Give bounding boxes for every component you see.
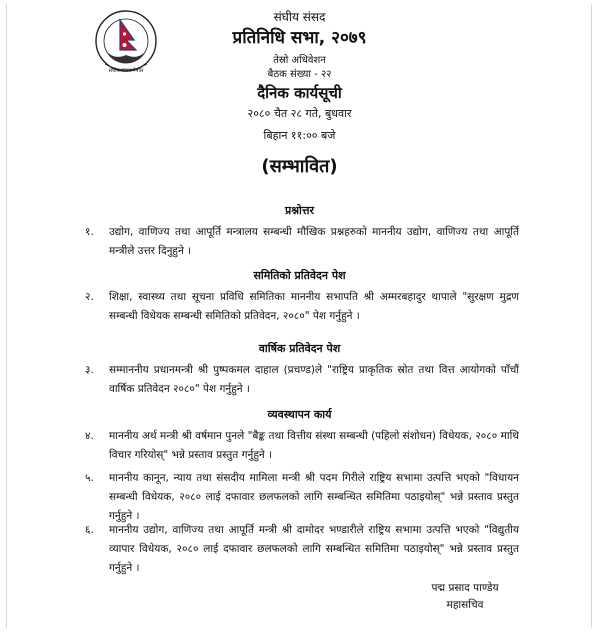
item-text: सम्माननीय प्रधानमन्त्री श्री पुष्पकमल दाहाल (प्रचण्ड)ले "राष्ट्रिय प्राकृतिक स्रोत तथा वित्त आयोगको पाँचौं वार्षिक प्रतिवेदन २०८०" पेश गर्नुहुने । <box>109 364 519 395</box>
section-title-questions: प्रश्नोत्तर <box>285 204 314 217</box>
section-title-legislative-business: व्यवस्थापन कार्य <box>267 408 332 421</box>
section-title-annual-report: वार्षिक प्रतिवेदन पेश <box>258 342 341 355</box>
item-text: माननीय कानून, न्याय तथा संसदीय मामिला मन्त्री श्री पदम गिरीले राष्ट्रिय सभामा उत्पत्ति भएको "विधायन सम्बन्धी विधेयक, २०८० लाई दफावार छलफलको लागि सम्बन्धित समितिमा पठाइयोस्" भन्ने प्रस्ताव प्रस्तुत गर्नुहुने । <box>109 472 519 522</box>
session-label: तेस्रो अधिवेशन <box>273 55 326 66</box>
item-number: ३. <box>85 364 94 376</box>
house-title: प्रतिनिधि सभा, २०७९ <box>232 28 367 48</box>
signatory-name: पद्म प्रसाद पाण्डेय <box>431 582 499 594</box>
item-number: १. <box>85 226 94 238</box>
section-title-committee-report: समितिको प्रतिवेदन पेश <box>253 269 346 282</box>
agenda-date: २०८० चैत २८ गते, बुधवार <box>247 107 352 120</box>
org-name: संघीय संसद <box>273 10 326 24</box>
item-number: ५. <box>85 472 94 484</box>
agenda-title: दैनिक कार्यसूची <box>257 84 342 102</box>
item-text: शिक्षा, स्वास्थ्य तथा सूचना प्रविधि समितिका माननीय सभापति श्री अम्मरबहादुर थापाले "सुरक्षण मुद्रण सम्बन्धी विधेयक सम्बन्धी समितिको प्रतिवेदन, २०८०" पेश गर्नुहुने । <box>109 291 519 322</box>
signatory-title: महासचिव <box>446 599 484 611</box>
item-text: उद्योग, वाणिज्य तथा आपूर्ति मन्त्रालय सम्बन्धी मौखिक प्रश्नहरुको माननीय उद्योग, वाणिज्य तथा आपूर्ति मन्त्रीले उत्तर दिनुहुने । <box>109 226 519 257</box>
item-number: ४. <box>85 430 94 442</box>
agenda-time: बिहान ११:०० बजे <box>263 129 336 142</box>
agenda-status: (सम्भावित) <box>261 156 338 177</box>
meeting-number: बैठक संख्या - २२ <box>267 69 332 80</box>
item-text: माननीय उद्योग, वाणिज्य तथा आपूर्ति मन्त्री श्री दामोदर भण्डारीले राष्ट्रिय सभामा उत्पत्ति भएको "विद्युतीय व्यापार विधेयक, २०८० लाई दफावार छलफलको लागि सम्बन्धित समितिमा पठाइयोस्" भन्ने प्रस्ताव प्रस्तुत गर्नुहुने । <box>109 524 519 574</box>
emblem-caption: संघीय संसद नेपाल <box>108 68 144 74</box>
item-number: ६. <box>85 524 94 536</box>
item-number: २. <box>85 291 94 303</box>
item-text: माननीय अर्थ मन्त्री श्री वर्षमान पुनले "बैङ्क तथा वित्तीय संस्था सम्बन्धी (पहिलो संशोधन) विधेयक, २०८० माथि विचार गरियोस्" भन्ने प्रस्ताव प्रस्तुत गर्नुहुने । <box>109 430 519 461</box>
